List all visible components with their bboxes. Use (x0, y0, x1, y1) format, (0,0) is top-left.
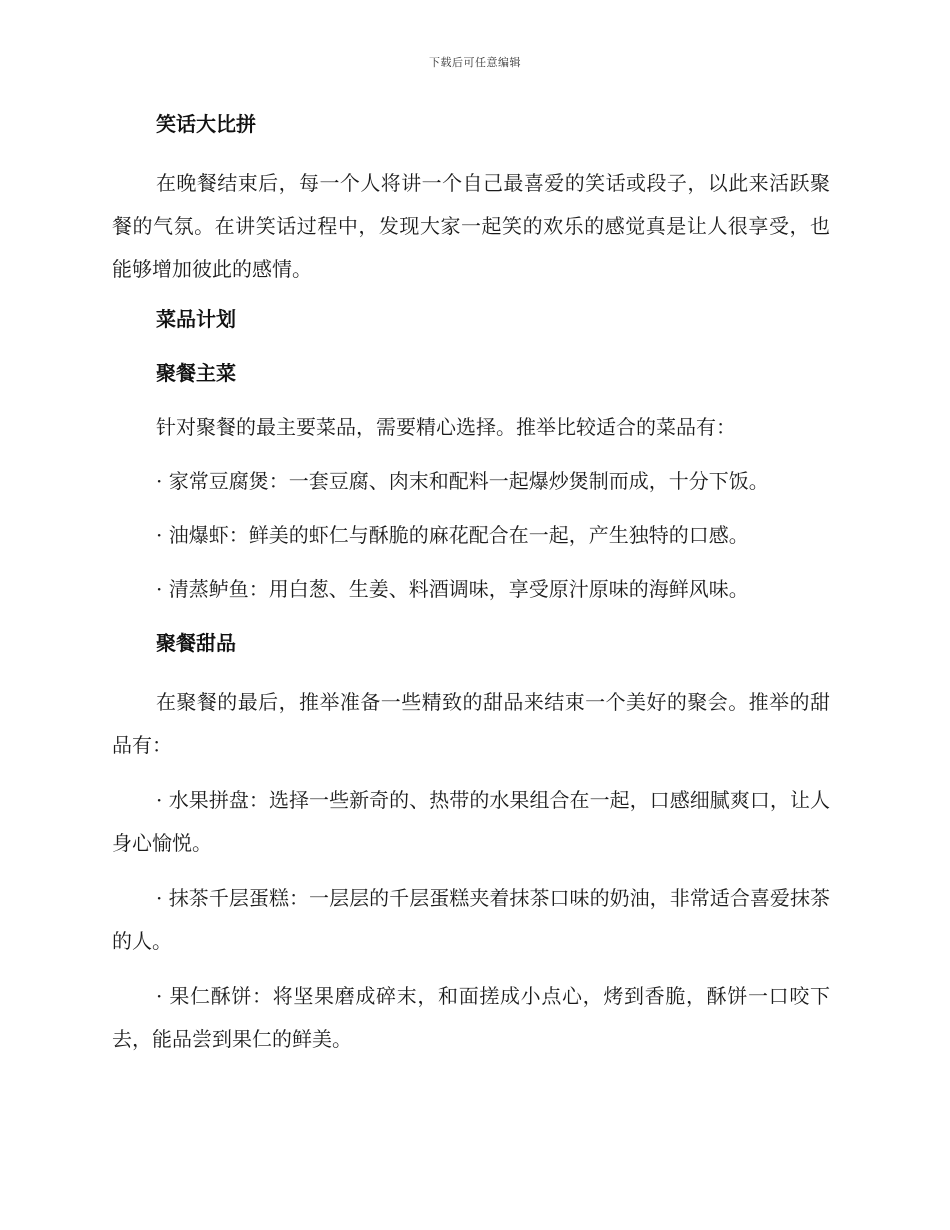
list-item-main-dish: · 清蒸鲈鱼：用白葱、生姜、料酒调味，享受原汁原味的海鲜风味。 (156, 577, 749, 601)
heading-main-dishes: 聚餐主菜 (156, 361, 236, 385)
paragraph-desserts-intro: 在聚餐的最后，推举准备一些精致的甜品来结束一个美好的聚会。推举的甜品有： (112, 690, 830, 757)
heading-jokes: 笑话大比拼 (156, 112, 256, 136)
header-note: 下载后可任意编辑 (429, 56, 521, 69)
heading-menu-plan: 菜品计划 (156, 307, 236, 331)
list-item-dessert: · 水果拼盘：选择一些新奇的、热带的水果组合在一起，口感细腻爽口，让人身心愉悦。 (112, 788, 830, 855)
list-item-dessert: · 抹茶千层蛋糕：一层层的千层蛋糕夹着抹茶口味的奶油，非常适合喜爱抹茶的人。 (112, 886, 830, 953)
list-item-main-dish: · 油爆虾：鲜美的虾仁与酥脆的麻花配合在一起，产生独特的口感。 (156, 523, 749, 547)
paragraph-jokes: 在晚餐结束后，每一个人将讲一个自己最喜爱的笑话或段子，以此来活跃聚餐的气氛。在讲笑话过程中，发现大家一起笑的欢乐的感觉真是让人很享受，也能够增加彼此的感情。 (112, 171, 830, 281)
document-body (112, 108, 830, 1073)
paragraph-main-dishes-intro: 针对聚餐的最主要菜品，需要精心选择。推举比较适合的菜品有： (156, 415, 736, 439)
list-item-dessert: · 果仁酥饼：将坚果磨成碎末，和面搓成小点心，烤到香脆，酥饼一口咬下去，能品尝到果仁的鲜美。 (112, 984, 830, 1051)
heading-desserts: 聚餐甜品 (156, 631, 236, 655)
list-item-main-dish: · 家常豆腐煲：一套豆腐、肉末和配料一起爆炒煲制而成，十分下饭。 (156, 469, 769, 493)
